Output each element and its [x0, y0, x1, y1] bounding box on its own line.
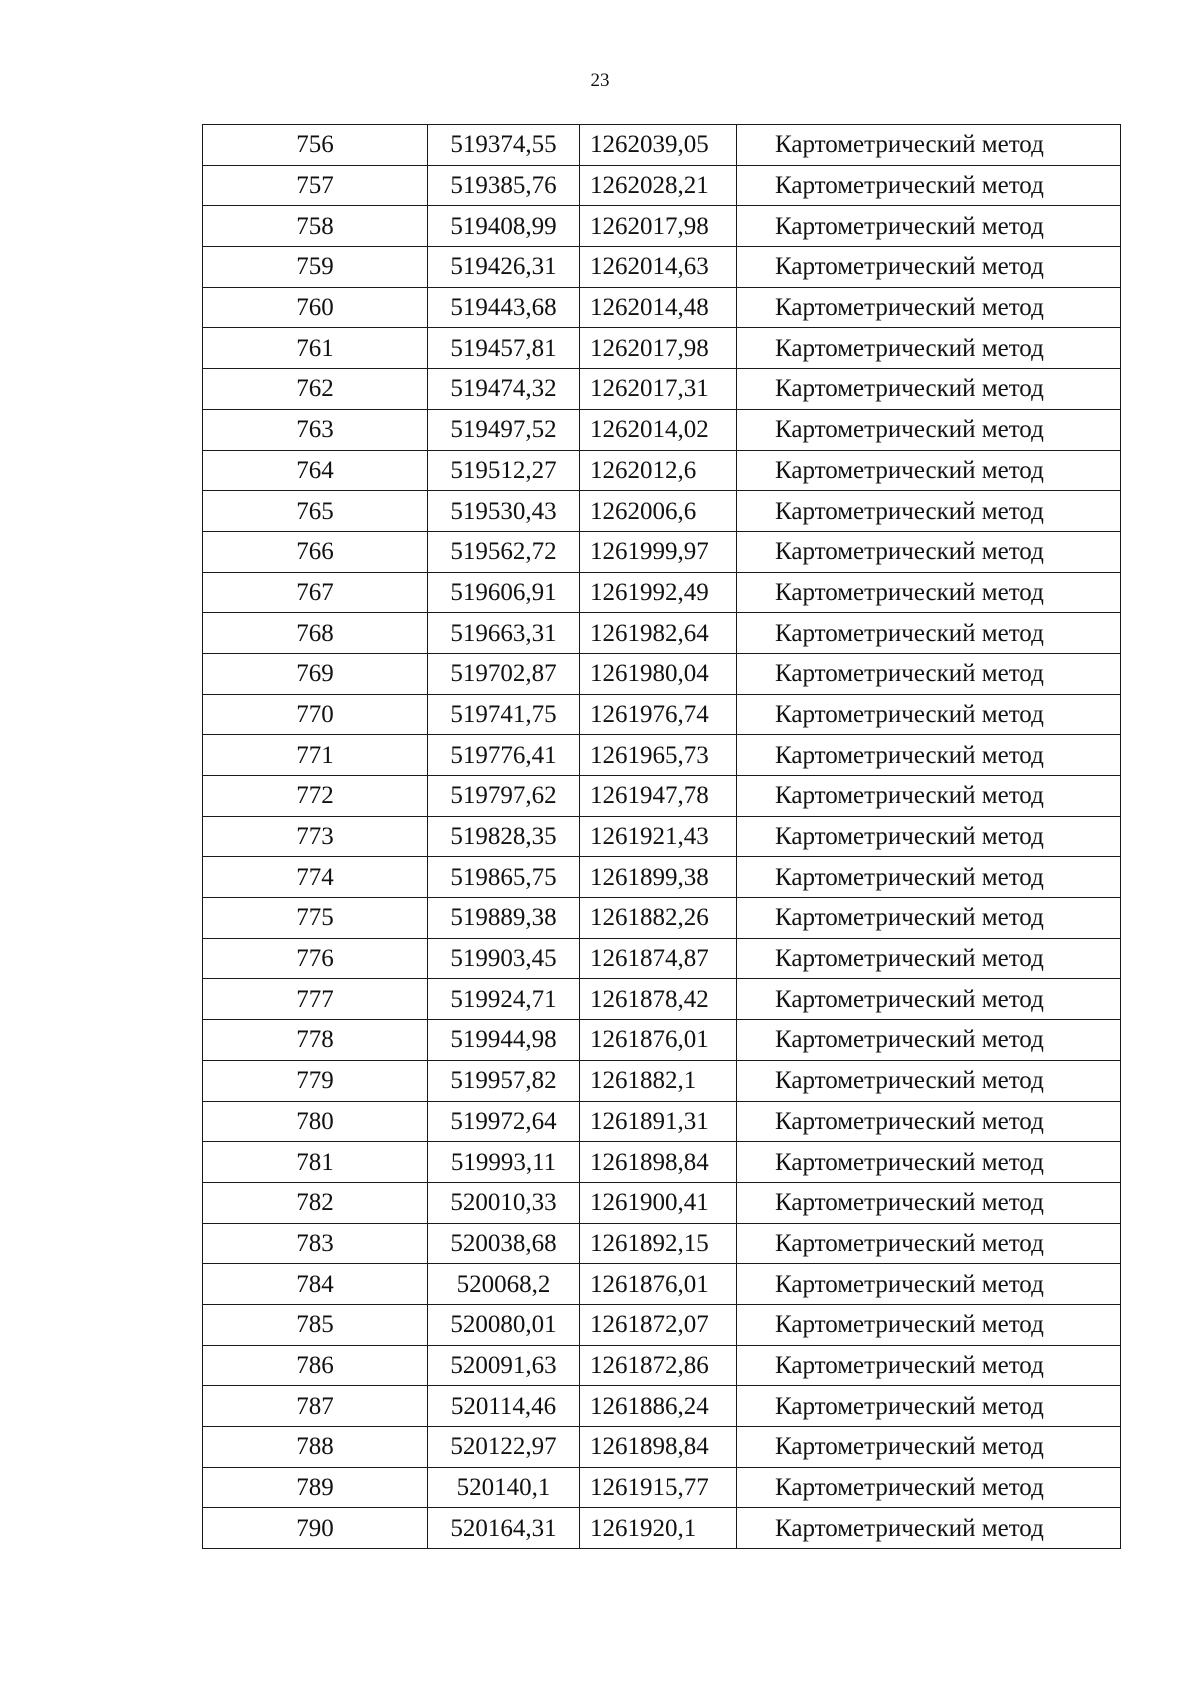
method-cell: Картометрический метод: [737, 1427, 1121, 1468]
point-number-cell: 777: [203, 979, 428, 1020]
method-cell: Картометрический метод: [737, 898, 1121, 939]
point-number-cell: 760: [203, 287, 428, 328]
method-cell: Картометрический метод: [737, 531, 1121, 572]
y-coordinate-cell: 1261898,84: [580, 1427, 737, 1468]
table-row: [203, 816, 1121, 857]
x-coordinate-cell: 520038,68: [428, 1223, 580, 1264]
method-cell: Картометрический метод: [737, 776, 1121, 817]
x-coordinate-cell: 519993,11: [428, 1142, 580, 1183]
table-row: [203, 1345, 1121, 1386]
point-number-cell: 770: [203, 694, 428, 735]
method-cell: Картометрический метод: [737, 816, 1121, 857]
point-number-cell: 781: [203, 1142, 428, 1183]
y-coordinate-cell: 1261992,49: [580, 572, 737, 613]
x-coordinate-cell: 520114,46: [428, 1386, 580, 1427]
x-coordinate-cell: 520140,1: [428, 1467, 580, 1508]
method-cell: Картометрический метод: [737, 1508, 1121, 1549]
table-row: [203, 409, 1121, 450]
method-cell: Картометрический метод: [737, 1101, 1121, 1142]
point-number-cell: 769: [203, 653, 428, 694]
y-coordinate-cell: 1262012,6: [580, 450, 737, 491]
point-number-cell: 779: [203, 1060, 428, 1101]
table-row: [203, 572, 1121, 613]
x-coordinate-cell: 519957,82: [428, 1060, 580, 1101]
y-coordinate-cell: 1262017,31: [580, 369, 737, 410]
x-coordinate-cell: 519512,27: [428, 450, 580, 491]
table-row: [203, 1020, 1121, 1061]
y-coordinate-cell: 1261921,43: [580, 816, 737, 857]
x-coordinate-cell: 519663,31: [428, 613, 580, 654]
x-coordinate-cell: 519606,91: [428, 572, 580, 613]
y-coordinate-cell: 1262014,02: [580, 409, 737, 450]
y-coordinate-cell: 1261898,84: [580, 1142, 737, 1183]
method-cell: Картометрический метод: [737, 125, 1121, 166]
point-number-cell: 762: [203, 369, 428, 410]
table-row: [203, 247, 1121, 288]
point-number-cell: 788: [203, 1427, 428, 1468]
y-coordinate-cell: 1262006,6: [580, 491, 737, 532]
point-number-cell: 764: [203, 450, 428, 491]
point-number-cell: 757: [203, 165, 428, 206]
y-coordinate-cell: 1262014,63: [580, 247, 737, 288]
y-coordinate-cell: 1261891,31: [580, 1101, 737, 1142]
x-coordinate-cell: 519530,43: [428, 491, 580, 532]
point-number-cell: 766: [203, 531, 428, 572]
method-cell: Картометрический метод: [737, 287, 1121, 328]
coordinates-table-body: [203, 125, 1121, 1549]
method-cell: Картометрический метод: [737, 735, 1121, 776]
x-coordinate-cell: 519903,45: [428, 938, 580, 979]
y-coordinate-cell: 1262017,98: [580, 328, 737, 369]
point-number-cell: 759: [203, 247, 428, 288]
x-coordinate-cell: 519972,64: [428, 1101, 580, 1142]
y-coordinate-cell: 1261882,26: [580, 898, 737, 939]
table-row: [203, 1467, 1121, 1508]
table-row: [203, 1182, 1121, 1223]
table-row: [203, 776, 1121, 817]
y-coordinate-cell: 1262039,05: [580, 125, 737, 166]
x-coordinate-cell: 519889,38: [428, 898, 580, 939]
y-coordinate-cell: 1261876,01: [580, 1020, 737, 1061]
method-cell: Картометрический метод: [737, 1304, 1121, 1345]
method-cell: Картометрический метод: [737, 491, 1121, 532]
table-row: [203, 1427, 1121, 1468]
x-coordinate-cell: 520164,31: [428, 1508, 580, 1549]
y-coordinate-cell: 1261915,77: [580, 1467, 737, 1508]
table-row: [203, 735, 1121, 776]
method-cell: Картометрический метод: [737, 694, 1121, 735]
table-row: [203, 979, 1121, 1020]
table-row: [203, 898, 1121, 939]
method-cell: Картометрический метод: [737, 206, 1121, 247]
x-coordinate-cell: 520122,97: [428, 1427, 580, 1468]
y-coordinate-cell: 1261874,87: [580, 938, 737, 979]
table-row: [203, 531, 1121, 572]
y-coordinate-cell: 1262014,48: [580, 287, 737, 328]
method-cell: Картометрический метод: [737, 938, 1121, 979]
point-number-cell: 773: [203, 816, 428, 857]
table-row: [203, 369, 1121, 410]
method-cell: Картометрический метод: [737, 328, 1121, 369]
x-coordinate-cell: 519426,31: [428, 247, 580, 288]
point-number-cell: 786: [203, 1345, 428, 1386]
method-cell: Картометрический метод: [737, 165, 1121, 206]
table-row: [203, 938, 1121, 979]
table-row: [203, 206, 1121, 247]
page-number: 23: [590, 70, 610, 91]
point-number-cell: 761: [203, 328, 428, 369]
x-coordinate-cell: 520010,33: [428, 1182, 580, 1223]
x-coordinate-cell: 520068,2: [428, 1264, 580, 1305]
x-coordinate-cell: 519443,68: [428, 287, 580, 328]
point-number-cell: 765: [203, 491, 428, 532]
table-row: [203, 857, 1121, 898]
method-cell: Картометрический метод: [737, 1020, 1121, 1061]
y-coordinate-cell: 1261976,74: [580, 694, 737, 735]
point-number-cell: 789: [203, 1467, 428, 1508]
point-number-cell: 758: [203, 206, 428, 247]
coordinates-table: [202, 124, 1121, 1549]
y-coordinate-cell: 1261899,38: [580, 857, 737, 898]
x-coordinate-cell: 519924,71: [428, 979, 580, 1020]
x-coordinate-cell: 519702,87: [428, 653, 580, 694]
table-row: [203, 1060, 1121, 1101]
x-coordinate-cell: 519797,62: [428, 776, 580, 817]
y-coordinate-cell: 1261872,86: [580, 1345, 737, 1386]
point-number-cell: 782: [203, 1182, 428, 1223]
point-number-cell: 774: [203, 857, 428, 898]
point-number-cell: 775: [203, 898, 428, 939]
point-number-cell: 771: [203, 735, 428, 776]
y-coordinate-cell: 1262017,98: [580, 206, 737, 247]
table-row: [203, 1508, 1121, 1549]
method-cell: Картометрический метод: [737, 369, 1121, 410]
y-coordinate-cell: 1261882,1: [580, 1060, 737, 1101]
x-coordinate-cell: 519776,41: [428, 735, 580, 776]
table-row: [203, 694, 1121, 735]
table-row: [203, 1386, 1121, 1427]
method-cell: Картометрический метод: [737, 409, 1121, 450]
x-coordinate-cell: 519562,72: [428, 531, 580, 572]
method-cell: Картометрический метод: [737, 1142, 1121, 1183]
y-coordinate-cell: 1261900,41: [580, 1182, 737, 1223]
y-coordinate-cell: 1261980,04: [580, 653, 737, 694]
point-number-cell: 763: [203, 409, 428, 450]
x-coordinate-cell: 520080,01: [428, 1304, 580, 1345]
point-number-cell: 772: [203, 776, 428, 817]
table-row: [203, 1101, 1121, 1142]
method-cell: Картометрический метод: [737, 450, 1121, 491]
y-coordinate-cell: 1261999,97: [580, 531, 737, 572]
y-coordinate-cell: 1261886,24: [580, 1386, 737, 1427]
method-cell: Картометрический метод: [737, 1345, 1121, 1386]
table-row: [203, 125, 1121, 166]
point-number-cell: 756: [203, 125, 428, 166]
table-row: [203, 1142, 1121, 1183]
x-coordinate-cell: 519497,52: [428, 409, 580, 450]
method-cell: Картометрический метод: [737, 979, 1121, 1020]
table-row: [203, 1304, 1121, 1345]
table-row: [203, 328, 1121, 369]
y-coordinate-cell: 1262028,21: [580, 165, 737, 206]
method-cell: Картометрический метод: [737, 1467, 1121, 1508]
x-coordinate-cell: 520091,63: [428, 1345, 580, 1386]
table-row: [203, 613, 1121, 654]
y-coordinate-cell: 1261872,07: [580, 1304, 737, 1345]
point-number-cell: 780: [203, 1101, 428, 1142]
method-cell: Картометрический метод: [737, 653, 1121, 694]
method-cell: Картометрический метод: [737, 857, 1121, 898]
method-cell: Картометрический метод: [737, 1386, 1121, 1427]
method-cell: Картометрический метод: [737, 1182, 1121, 1223]
point-number-cell: 776: [203, 938, 428, 979]
x-coordinate-cell: 519474,32: [428, 369, 580, 410]
point-number-cell: 784: [203, 1264, 428, 1305]
y-coordinate-cell: 1261965,73: [580, 735, 737, 776]
y-coordinate-cell: 1261878,42: [580, 979, 737, 1020]
y-coordinate-cell: 1261892,15: [580, 1223, 737, 1264]
point-number-cell: 787: [203, 1386, 428, 1427]
point-number-cell: 768: [203, 613, 428, 654]
method-cell: Картометрический метод: [737, 1264, 1121, 1305]
table-row: [203, 165, 1121, 206]
x-coordinate-cell: 519385,76: [428, 165, 580, 206]
method-cell: Картометрический метод: [737, 613, 1121, 654]
table-row: [203, 287, 1121, 328]
x-coordinate-cell: 519944,98: [428, 1020, 580, 1061]
y-coordinate-cell: 1261876,01: [580, 1264, 737, 1305]
table-row: [203, 653, 1121, 694]
point-number-cell: 790: [203, 1508, 428, 1549]
point-number-cell: 785: [203, 1304, 428, 1345]
point-number-cell: 783: [203, 1223, 428, 1264]
point-number-cell: 767: [203, 572, 428, 613]
method-cell: Картометрический метод: [737, 247, 1121, 288]
method-cell: Картометрический метод: [737, 572, 1121, 613]
x-coordinate-cell: 519457,81: [428, 328, 580, 369]
table-row: [203, 1223, 1121, 1264]
table-row: [203, 450, 1121, 491]
y-coordinate-cell: 1261920,1: [580, 1508, 737, 1549]
table-row: [203, 1264, 1121, 1305]
y-coordinate-cell: 1261947,78: [580, 776, 737, 817]
table-row: [203, 491, 1121, 532]
x-coordinate-cell: 519374,55: [428, 125, 580, 166]
method-cell: Картометрический метод: [737, 1223, 1121, 1264]
x-coordinate-cell: 519865,75: [428, 857, 580, 898]
x-coordinate-cell: 519828,35: [428, 816, 580, 857]
x-coordinate-cell: 519741,75: [428, 694, 580, 735]
point-number-cell: 778: [203, 1020, 428, 1061]
method-cell: Картометрический метод: [737, 1060, 1121, 1101]
x-coordinate-cell: 519408,99: [428, 206, 580, 247]
y-coordinate-cell: 1261982,64: [580, 613, 737, 654]
